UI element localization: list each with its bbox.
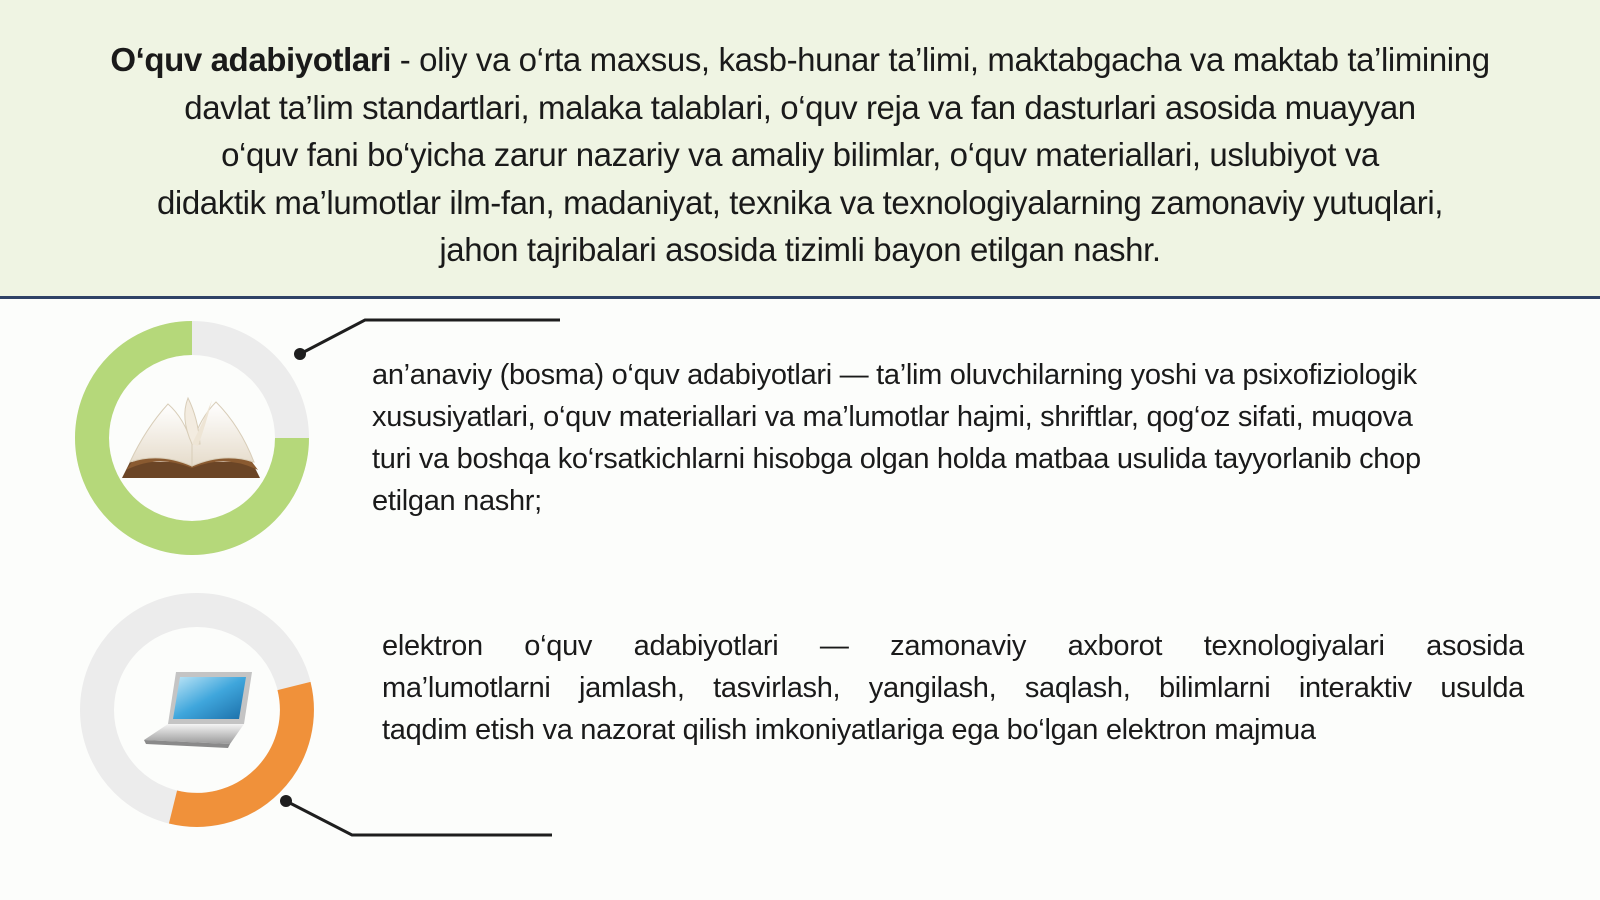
definition-term: O‘quv adabiyotlari [110,41,392,78]
laptop-icon [144,672,252,748]
print-literature-description [372,354,1522,522]
electronic-description-line: taqdim etish va nazorat qilish imkoniyatlariga ega bo‘lgan elektron majmua [382,714,1316,746]
definition-line-1: oliy va o‘rta maxsus, kasb-hunar ta’limi, maktabgacha va maktab ta’limining [419,41,1490,78]
electronic-literature-description [382,625,1524,751]
electronic-description-line: elektron o‘quv adabiyotlari — zamonaviy axborot texnologiyalari asosida [382,630,1524,662]
open-book-icon [122,398,260,478]
print-description-line: xususiyatlari, o‘quv materiallari va ma’lumotlar hajmi, shriftlar, qog‘oz sifati, muqova [372,401,1413,433]
definition-line-3: o‘quv fani bo‘yicha zarur nazariy va amaliy bilimlar, o‘quv materiallari, uslubiyot va [221,136,1379,173]
electronic-connector [280,795,552,835]
print-description-line: an’anaviy (bosma) o‘quv adabiyotlari — ta’lim oluvchilarning yoshi va psixofiziologik [372,359,1417,391]
definition-separator: - [391,41,420,78]
print-description-line: etilgan nashr; [372,485,542,517]
definition-line-5: jahon tajribalari asosida tizimli bayon etilgan nashr. [439,231,1161,268]
print-description-line: turi va boshqa ko‘rsatkichlarni hisobga olgan holda matbaa usulida tayyorlanib chop [372,443,1421,475]
electronic-description-line: ma’lumotlarni jamlash, tasvirlash, yangilash, saqlash, bilimlarni interaktiv usulda [382,672,1524,704]
definition-line-2: davlat ta’lim standartlari, malaka talablari, o‘quv reja va fan dasturlari asosida muayyan [184,88,1416,126]
definition-line-4: didaktik ma’lumotlar ilm-fan, madaniyat, texnika va texnologiyalarning zamonaviy yutuqlari, [156,183,1444,221]
